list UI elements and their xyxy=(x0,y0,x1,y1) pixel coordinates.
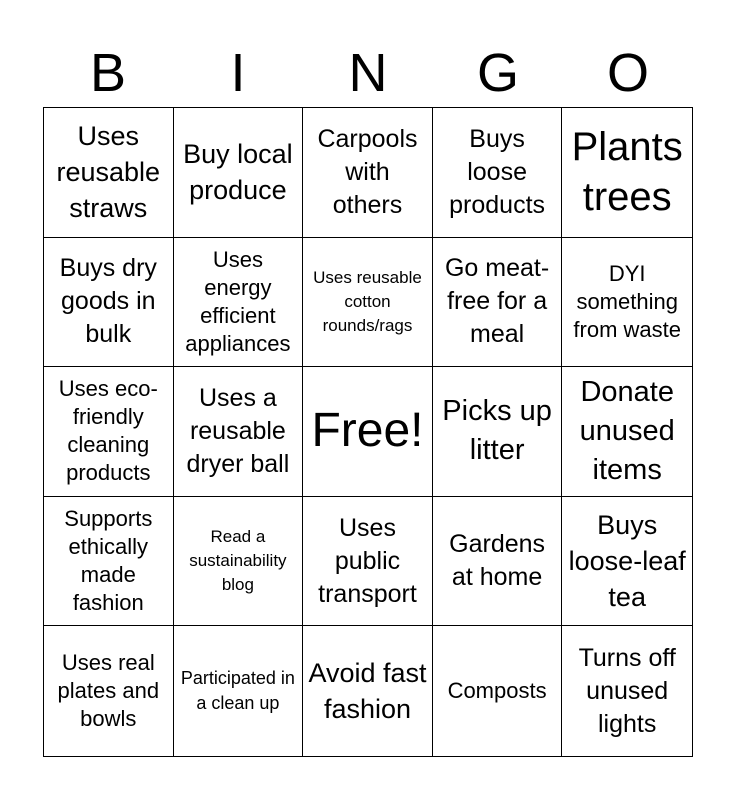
cell-text: Picks up litter xyxy=(442,395,552,467)
bingo-cell[interactable] xyxy=(303,497,433,627)
bingo-cell[interactable] xyxy=(562,626,692,756)
cell-text: Composts xyxy=(447,678,547,704)
bingo-cell[interactable] xyxy=(433,626,563,756)
cell-text: Turns off unused lights xyxy=(578,643,676,738)
bingo-cell[interactable] xyxy=(174,367,304,497)
bingo-cell[interactable] xyxy=(44,367,174,497)
cell-text: Supports ethically made fashion xyxy=(64,506,153,616)
cell-text: Buys loose products xyxy=(449,124,546,219)
bingo-card-grid xyxy=(43,107,693,757)
bingo-cell[interactable] xyxy=(433,497,563,627)
header-letter-b: B xyxy=(89,43,127,103)
bingo-cell[interactable] xyxy=(44,497,174,627)
cell-text: Go meat-free for a meal xyxy=(444,254,550,349)
cell-text: Carpools with others xyxy=(317,124,418,219)
cell-text: Uses reusable cotton rounds/rags xyxy=(313,267,422,335)
cell-text: Uses energy efficient appliances xyxy=(185,246,291,356)
header-letter-o: O xyxy=(606,43,649,103)
bingo-cell[interactable] xyxy=(303,238,433,368)
cell-text: Uses public transport xyxy=(318,513,417,608)
bingo-cell[interactable] xyxy=(174,108,304,238)
header-letter-n: N xyxy=(348,43,388,103)
cell-text: Gardens at home xyxy=(449,530,546,592)
cell-text: Participated in a clean up xyxy=(180,668,295,714)
cell-text: Avoid fast fashion xyxy=(308,658,427,725)
bingo-cell[interactable] xyxy=(562,238,692,368)
bingo-cell[interactable] xyxy=(174,626,304,756)
cell-text: Buy local produce xyxy=(183,139,293,206)
cell-text: Donate unused items xyxy=(579,375,675,486)
bingo-cell[interactable] xyxy=(174,238,304,368)
bingo-cell[interactable] xyxy=(433,238,563,368)
bingo-cell[interactable] xyxy=(562,108,692,238)
bingo-cell[interactable] xyxy=(174,497,304,627)
cell-text: Buys loose-leaf tea xyxy=(568,510,686,613)
cell-text: DYI something from waste xyxy=(573,260,681,342)
cell-text: Uses eco-friendly cleaning products xyxy=(58,376,158,486)
header-letter-g: G xyxy=(476,43,519,103)
header-letter-i: I xyxy=(230,43,246,103)
bingo-cell[interactable] xyxy=(44,238,174,368)
bingo-cell[interactable] xyxy=(303,626,433,756)
bingo-cell[interactable] xyxy=(433,367,563,497)
cell-text: Buys dry goods in bulk xyxy=(59,254,157,349)
bingo-header xyxy=(43,40,693,106)
cell-text: Uses a reusable dryer ball xyxy=(186,383,290,478)
bingo-cell[interactable] xyxy=(562,497,692,627)
cell-text: Free! xyxy=(311,404,424,458)
bingo-cell[interactable] xyxy=(44,108,174,238)
bingo-cell[interactable] xyxy=(44,626,174,756)
bingo-cell[interactable] xyxy=(303,108,433,238)
cell-text: Read a sustainability blog xyxy=(189,527,287,595)
cell-text: Uses real plates and bowls xyxy=(57,650,160,732)
bingo-cell[interactable] xyxy=(562,367,692,497)
cell-text: Uses reusable straws xyxy=(56,121,161,224)
bingo-cell[interactable] xyxy=(433,108,563,238)
cell-text: Plants trees xyxy=(571,125,683,220)
free-space-cell[interactable] xyxy=(303,367,433,497)
